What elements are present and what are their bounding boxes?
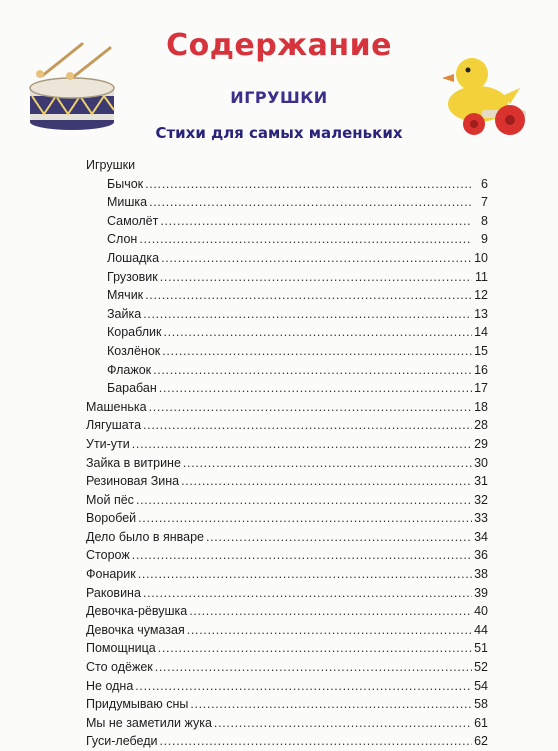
toc-entry-title: Мячик	[107, 288, 144, 303]
toc-entry-page: 38	[474, 567, 488, 582]
toc-dot-leader	[181, 472, 472, 491]
toc-entry-page: 14	[474, 325, 488, 340]
toc-entry[interactable]	[86, 416, 488, 435]
toc-entry-page: 12	[474, 288, 488, 303]
toc-entry-page: 34	[474, 529, 488, 544]
toc-entry-page: 40	[474, 604, 488, 619]
toc-dot-leader	[183, 454, 472, 473]
toc-entry-title: Мы не заметили жука	[86, 715, 212, 730]
toc-entry[interactable]	[86, 398, 488, 417]
toc-entry-page: 33	[474, 511, 488, 526]
toc-dot-leader	[163, 323, 472, 342]
toc-entry-title: Раковина	[86, 585, 141, 600]
toc-entry[interactable]	[86, 268, 488, 287]
toc-entry[interactable]	[86, 342, 488, 361]
toc-entry-title: Гуси-лебеди	[86, 734, 158, 749]
toc-entry-page: 9	[481, 232, 488, 247]
toc-dot-leader	[162, 342, 472, 361]
toc-dot-leader	[143, 584, 472, 603]
toc-entry-title: Мишка	[107, 195, 148, 210]
toc-entry-title: Лошадка	[107, 250, 160, 265]
toc-entry-page: 30	[474, 455, 488, 470]
toc-entry-title: Придумываю сны	[86, 697, 189, 712]
toc-dot-leader	[145, 175, 472, 194]
toc-entry-title: Зайка	[107, 306, 142, 321]
toc-entry[interactable]	[86, 323, 488, 342]
toc-entry-page: 61	[474, 715, 488, 730]
toc-entry-page: 10	[474, 250, 488, 265]
toc-entry-page: 17	[474, 381, 488, 396]
toc-entry-title: Дело было в январе	[86, 529, 205, 544]
toc-entry-page: 62	[474, 734, 488, 749]
toc-entry-title: Бычок	[107, 176, 144, 191]
toc-dot-leader	[187, 621, 472, 640]
toc-entry-title: Самолёт	[107, 213, 159, 228]
toc-dot-leader	[145, 286, 472, 305]
toc-entry-page: 16	[474, 362, 488, 377]
toc-entry-page: 44	[474, 622, 488, 637]
toc-main-list	[86, 398, 488, 751]
toc-entry-title: Девочка чумазая	[86, 622, 185, 637]
toc-entry-page: 29	[474, 436, 488, 451]
toc-dot-leader	[132, 435, 472, 454]
toc-entry-page: 11	[475, 269, 488, 284]
toc-entry-title: Ути-ути	[86, 436, 130, 451]
toc-entry-page: 54	[474, 678, 488, 693]
toc-entry-title: Помощница	[86, 641, 156, 656]
toc-entry-page: 51	[474, 641, 488, 656]
toc-dot-leader	[206, 528, 472, 547]
toc-entry-title: Флажок	[107, 362, 152, 377]
toc-dot-leader	[136, 491, 472, 510]
toc-entry-page: 36	[474, 548, 488, 563]
toc-dot-leader	[158, 639, 472, 658]
toc-entry[interactable]	[86, 565, 488, 584]
toc-group-label: Игрушки	[86, 158, 136, 172]
toc-entry[interactable]	[86, 175, 488, 194]
toc-dot-leader	[190, 695, 472, 714]
toc-dot-leader	[149, 398, 472, 417]
toc-dot-leader	[155, 658, 472, 677]
toc-entry-page: 28	[474, 418, 488, 433]
section-title: ИГРУШКИ	[230, 88, 328, 107]
toc-dot-leader	[132, 546, 472, 565]
toc-entry-title: Резиновая Зина	[86, 474, 180, 489]
toc-entry[interactable]	[86, 658, 488, 677]
toc-entry-title: Машенька	[86, 399, 147, 414]
toc-entry[interactable]	[86, 509, 488, 528]
page-title: Содержание	[166, 28, 392, 63]
toc-entry[interactable]	[86, 435, 488, 454]
toc-entry-page: 13	[474, 306, 488, 321]
toc-dot-leader	[138, 565, 472, 584]
toc-dot-leader	[143, 305, 472, 324]
toc-entry[interactable]	[86, 305, 488, 324]
toc-entry-page: 31	[474, 474, 488, 489]
toc-entry[interactable]	[86, 546, 488, 565]
toc-dot-leader	[160, 212, 472, 231]
toc-entry-page: 58	[474, 697, 488, 712]
toc-entry[interactable]	[86, 602, 488, 621]
toc-entry[interactable]	[86, 379, 488, 398]
toc-dot-leader	[159, 379, 472, 398]
toc-entry[interactable]	[86, 361, 488, 380]
toc-entry[interactable]	[86, 639, 488, 658]
toc-dot-leader	[138, 509, 472, 528]
toc-dot-leader	[161, 249, 472, 268]
toc-entry[interactable]	[86, 584, 488, 603]
toc-entry-title: Лягушата	[86, 418, 142, 433]
toc-dot-leader	[189, 602, 472, 621]
toc-entry-title: Воробей	[86, 511, 137, 526]
table-of-contents	[86, 156, 488, 751]
toc-dot-leader	[139, 230, 472, 249]
toc-entry[interactable]	[86, 193, 488, 212]
toc-entry[interactable]	[86, 286, 488, 305]
toc-entry-page: 15	[474, 343, 488, 358]
toc-entry-page: 52	[474, 660, 488, 675]
toc-sub-list	[86, 175, 488, 398]
toc-entry-page: 32	[474, 492, 488, 507]
section-subtitle: Стихи для самых маленьких	[155, 124, 403, 142]
toc-entry-title: Не одна	[86, 678, 134, 693]
toc-entry[interactable]	[86, 249, 488, 268]
toc-entry[interactable]	[86, 732, 488, 751]
toc-dot-leader	[143, 416, 472, 435]
toc-entry-title: Зайка в витрине	[86, 455, 181, 470]
toc-entry[interactable]	[86, 491, 488, 510]
toc-entry-page: 39	[474, 585, 488, 600]
toc-entry-page: 8	[481, 213, 488, 228]
toc-entry-title: Сторож	[86, 548, 130, 563]
toc-entry-title: Фонарик	[86, 567, 136, 582]
toc-entry[interactable]	[86, 212, 488, 231]
toc-dot-leader	[153, 361, 472, 380]
toc-entry-page: 7	[481, 195, 488, 210]
toc-entry[interactable]	[86, 528, 488, 547]
toc-entry-page: 6	[481, 176, 488, 191]
toc-entry[interactable]	[86, 695, 488, 714]
toc-entry-title: Барабан	[107, 381, 157, 396]
toc-dot-leader	[135, 677, 472, 696]
toc-entry-title: Сто одёжек	[86, 660, 153, 675]
toc-entry-title: Грузовик	[107, 269, 158, 284]
toc-entry[interactable]	[86, 621, 488, 640]
toc-entry[interactable]	[86, 230, 488, 249]
toc-entry-title: Кораблик	[107, 325, 162, 340]
toc-entry-title: Козлёнок	[107, 343, 161, 358]
toc-entry[interactable]	[86, 472, 488, 491]
toc-entry-title: Слон	[107, 232, 138, 247]
toc-entry-title: Девочка-рёвушка	[86, 604, 188, 619]
toc-entry-page: 18	[474, 399, 488, 414]
toc-dot-leader	[149, 193, 472, 212]
toc-entry[interactable]	[86, 454, 488, 473]
toc-dot-leader	[160, 732, 472, 751]
toc-entry-title: Мой пёс	[86, 492, 134, 507]
toc-dot-leader	[160, 268, 472, 287]
toc-entry[interactable]	[86, 677, 488, 696]
